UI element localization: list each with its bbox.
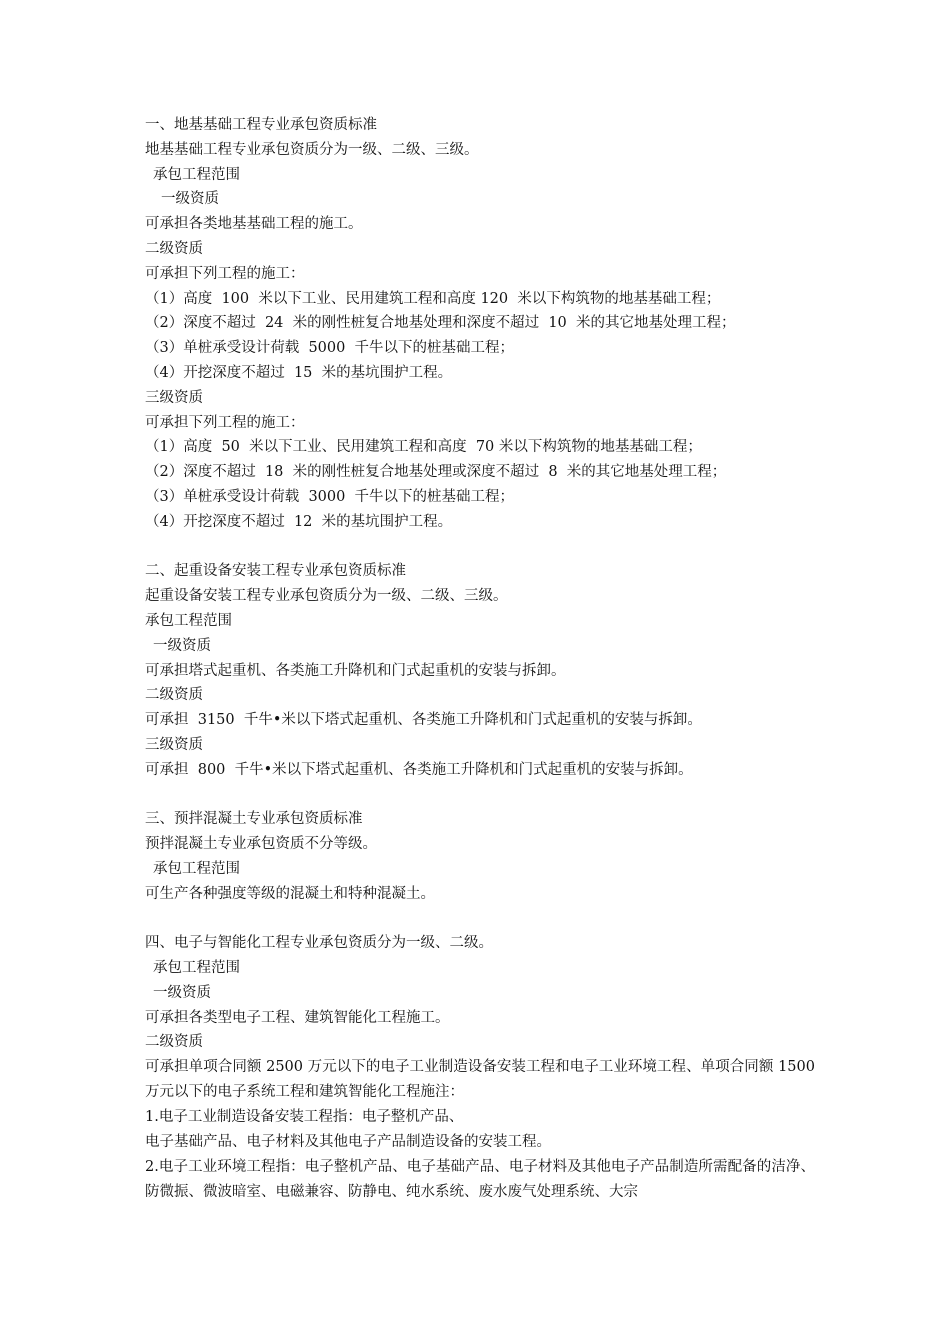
section-1-level-1-text: 可承担各类地基基础工程的施工。: [145, 216, 363, 233]
section-1-level-1-title: 一级资质: [161, 191, 219, 208]
section-4-note-1-first-line: 1.电子工业制造设备安装工程指：电子整机产品、: [145, 1109, 464, 1126]
section-4-level-1-title: 一级资质: [153, 984, 211, 1001]
section-1-level-2-item: （1）高度 100 米以下工业、民用建筑工程和高度 120 米以下构筑物的地基基础工程；: [145, 290, 721, 307]
section-1-level-3-item: （3）单桩承受设计荷载 3000 千牛以下的桩基础工程；: [145, 488, 515, 505]
section-1-level-2-item: （2）深度不超过 24 米的刚性桩复合地基处理和深度不超过 10 米的其它地基处理工程；: [145, 315, 736, 332]
section-1-level-2-item: （4）开挖深度不超过 15 米的基坑围护工程。: [145, 364, 453, 381]
section-1-level-3-title: 三级资质: [145, 389, 203, 406]
section-4-note-1-second-line: 电子基础产品、电子材料及其他电子产品制造设备的安装工程。: [145, 1134, 551, 1151]
section-2-level-3-title: 三级资质: [145, 736, 203, 753]
section-3-intro: 预拌混凝土专业承包资质不分等级。: [145, 836, 377, 853]
section-3-scope-heading: 承包工程范围: [153, 860, 240, 877]
section-4-level-2-title: 二级资质: [145, 1034, 203, 1051]
paragraph-gap: [145, 535, 815, 560]
section-4-title: 四、电子与智能化工程专业承包资质分为一级、二级。: [145, 935, 493, 952]
section-1-level-3-item: （4）开挖深度不超过 12 米的基坑围护工程。: [145, 513, 453, 530]
section-3-text: 可生产各种强度等级的混凝土和特种混凝土。: [145, 885, 435, 902]
paragraph-gap: [145, 783, 815, 808]
document-body: [145, 113, 815, 1205]
section-1-level-3-intro: 可承担下列工程的施工：: [145, 414, 305, 431]
section-2-level-1-text: 可承担塔式起重机、各类施工升降机和门式起重机的安装与拆卸。: [145, 662, 566, 679]
section-1-scope-heading: 承包工程范围: [153, 166, 240, 183]
section-1-intro: 地基基础工程专业承包资质分为一级、二级、三级。: [145, 141, 479, 158]
section-1-title: 一、地基基础工程专业承包资质标准: [145, 117, 377, 133]
section-4-scope-heading: 承包工程范围: [153, 960, 240, 977]
section-2-title: 二、起重设备安装工程专业承包资质标准: [145, 563, 406, 580]
section-4-note-2: 2.电子工业环境工程指：电子整机产品、电子基础产品、电子材料及其他电子产品制造所需配备的洁净、防微振、微波暗室、电磁兼容、防静电、纯水系统、废水废气处理系统、大宗: [145, 1158, 815, 1200]
section-2-scope-heading: 承包工程范围: [145, 612, 232, 629]
section-2-level-1-title: 一级资质: [153, 637, 211, 654]
section-1-level-2-item: （3）单桩承受设计荷载 5000 千牛以下的桩基础工程；: [145, 340, 515, 357]
section-1-level-2-title: 二级资质: [145, 240, 203, 257]
paragraph-gap: [145, 907, 815, 932]
section-3-title: 三、预拌混凝土专业承包资质标准: [145, 811, 363, 828]
section-4-level-1-text: 可承担各类型电子工程、建筑智能化工程施工。: [145, 1009, 450, 1026]
section-4-level-2-text: 可承担单项合同额 2500 万元以下的电子工业制造设备安装工程和电子工业环境工程、单项合同额 1500 万元以下的电子系统工程和建筑智能化工程施注：: [145, 1059, 815, 1101]
section-1-level-2-intro: 可承担下列工程的施工：: [145, 265, 305, 282]
section-2-level-3-text: 可承担 800 千牛•米以下塔式起重机、各类施工升降机和门式起重机的安装与拆卸。: [145, 761, 693, 778]
section-1-level-3-item: （2）深度不超过 18 米的刚性桩复合地基处理或深度不超过 8 米的其它地基处理工程；: [145, 464, 727, 481]
section-2-level-2-text: 可承担 3150 千牛•米以下塔式起重机、各类施工升降机和门式起重机的安装与拆卸。: [145, 712, 702, 729]
section-2-level-2-title: 二级资质: [145, 687, 203, 704]
section-1-level-3-item: （1）高度 50 米以下工业、民用建筑工程和高度 70 米以下构筑物的地基基础工程；: [145, 439, 702, 456]
section-2-intro: 起重设备安装工程专业承包资质分为一级、二级、三级。: [145, 588, 508, 605]
